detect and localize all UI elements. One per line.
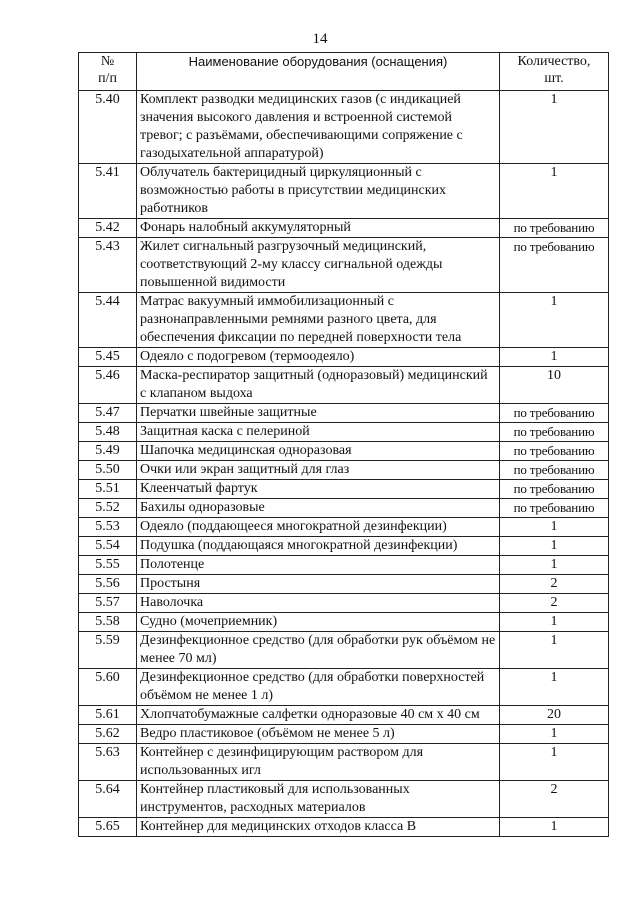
row-quantity: 2 xyxy=(500,575,609,594)
row-number: 5.42 xyxy=(79,219,137,238)
row-number: 5.49 xyxy=(79,442,137,461)
row-quantity: 1 xyxy=(500,348,609,367)
row-name: Защитная каска с пелериной xyxy=(137,423,500,442)
table-row xyxy=(79,367,609,404)
row-name: Судно (мочеприемник) xyxy=(137,613,500,632)
row-number: 5.45 xyxy=(79,348,137,367)
row-quantity: по требованию xyxy=(500,219,609,238)
table-row xyxy=(79,518,609,537)
row-quantity: 1 xyxy=(500,632,609,669)
table-row xyxy=(79,818,609,837)
row-name: Полотенце xyxy=(137,556,500,575)
table-row xyxy=(79,706,609,725)
header-number-symbol: № xyxy=(100,54,115,69)
row-name: Простыня xyxy=(137,575,500,594)
row-quantity: 1 xyxy=(500,613,609,632)
row-quantity: 1 xyxy=(500,818,609,837)
row-name: Жилет сигнальный разгрузочный медицинский, соответствующий 2-му классу сигнальной одежды повышенной видимости xyxy=(137,238,500,293)
row-name: Фонарь налобный аккумуляторный xyxy=(137,219,500,238)
row-number: 5.57 xyxy=(79,594,137,613)
table-row xyxy=(79,219,609,238)
table-row xyxy=(79,442,609,461)
table-row xyxy=(79,293,609,348)
row-number: 5.50 xyxy=(79,461,137,480)
row-quantity: 1 xyxy=(500,164,609,219)
row-name: Дезинфекционное средство (для обработки рук объёмом не менее 70 мл) xyxy=(137,632,500,669)
table-row xyxy=(79,499,609,518)
row-number: 5.62 xyxy=(79,725,137,744)
row-number: 5.59 xyxy=(79,632,137,669)
equipment-table xyxy=(78,52,609,837)
table-row xyxy=(79,537,609,556)
row-quantity: 2 xyxy=(500,781,609,818)
row-number: 5.48 xyxy=(79,423,137,442)
table-row xyxy=(79,725,609,744)
row-number: 5.47 xyxy=(79,404,137,423)
row-name: Дезинфекционное средство (для обработки поверхностей объёмом не менее 1 л) xyxy=(137,669,500,706)
table-row xyxy=(79,404,609,423)
table-row xyxy=(79,164,609,219)
table-row xyxy=(79,556,609,575)
row-name: Одеяло с подогревом (термоодеяло) xyxy=(137,348,500,367)
row-name: Ведро пластиковое (объёмом не менее 5 л) xyxy=(137,725,500,744)
row-quantity: по требованию xyxy=(500,238,609,293)
row-quantity: 10 xyxy=(500,367,609,404)
row-quantity: по требованию xyxy=(500,461,609,480)
row-name: Контейнер для медицинских отходов класса В xyxy=(137,818,500,837)
row-quantity: по требованию xyxy=(500,442,609,461)
header-number-abbr: п/п xyxy=(98,71,117,86)
row-number: 5.46 xyxy=(79,367,137,404)
row-quantity: по требованию xyxy=(500,480,609,499)
row-number: 5.52 xyxy=(79,499,137,518)
row-quantity: 1 xyxy=(500,537,609,556)
header-quantity xyxy=(500,53,609,91)
row-number: 5.56 xyxy=(79,575,137,594)
row-name: Перчатки швейные защитные xyxy=(137,404,500,423)
row-number: 5.44 xyxy=(79,293,137,348)
row-number: 5.63 xyxy=(79,744,137,781)
table-row xyxy=(79,632,609,669)
row-number: 5.60 xyxy=(79,669,137,706)
row-number: 5.41 xyxy=(79,164,137,219)
header-name: Наименование оборудования (оснащения) xyxy=(137,53,500,91)
table-row xyxy=(79,91,609,164)
table-row xyxy=(79,461,609,480)
row-number: 5.51 xyxy=(79,480,137,499)
row-quantity: 1 xyxy=(500,556,609,575)
row-quantity: 20 xyxy=(500,706,609,725)
table-row xyxy=(79,348,609,367)
row-name: Маска-респиратор защитный (одноразовый) медицинский с клапаном выдоха xyxy=(137,367,500,404)
row-quantity: 1 xyxy=(500,293,609,348)
header-quantity-unit: шт. xyxy=(544,71,564,86)
row-name: Контейнер с дезинфицирующим раствором для использованных игл xyxy=(137,744,500,781)
row-quantity: 1 xyxy=(500,744,609,781)
row-quantity: 1 xyxy=(500,669,609,706)
table-row xyxy=(79,781,609,818)
page-number: 14 xyxy=(312,31,328,47)
row-number: 5.65 xyxy=(79,818,137,837)
row-name: Очки или экран защитный для глаз xyxy=(137,461,500,480)
row-quantity: 1 xyxy=(500,91,609,164)
row-quantity: по требованию xyxy=(500,404,609,423)
table-row xyxy=(79,613,609,632)
table-header-row xyxy=(79,53,609,91)
table-row xyxy=(79,594,609,613)
row-name: Матрас вакуумный иммобилизационный с разнонаправленными ремнями разного цвета, для обеспечения фиксации по передней поверхности тела xyxy=(137,293,500,348)
header-number xyxy=(79,53,137,91)
row-name: Шапочка медицинская одноразовая xyxy=(137,442,500,461)
row-number: 5.64 xyxy=(79,781,137,818)
row-number: 5.43 xyxy=(79,238,137,293)
row-number: 5.61 xyxy=(79,706,137,725)
table-row xyxy=(79,423,609,442)
row-quantity: по требованию xyxy=(500,423,609,442)
row-name: Подушка (поддающаяся многократной дезинфекции) xyxy=(137,537,500,556)
row-quantity: 1 xyxy=(500,518,609,537)
row-name: Бахилы одноразовые xyxy=(137,499,500,518)
row-number: 5.53 xyxy=(79,518,137,537)
table-row xyxy=(79,575,609,594)
row-number: 5.58 xyxy=(79,613,137,632)
table-row xyxy=(79,669,609,706)
row-quantity: по требованию xyxy=(500,499,609,518)
row-name: Комплект разводки медицинских газов (с индикацией значения высокого давления и встроенной системой тревог; с разъёмами, обеспечивающими сопряжение с газодыхательной аппаратурой) xyxy=(137,91,500,164)
row-name: Клеенчатый фартук xyxy=(137,480,500,499)
row-name: Наволочка xyxy=(137,594,500,613)
row-name: Одеяло (поддающееся многократной дезинфекции) xyxy=(137,518,500,537)
table-row xyxy=(79,480,609,499)
row-quantity: 1 xyxy=(500,725,609,744)
row-number: 5.40 xyxy=(79,91,137,164)
row-name: Хлопчатобумажные салфетки одноразовые 40 см х 40 см xyxy=(137,706,500,725)
row-number: 5.55 xyxy=(79,556,137,575)
row-number: 5.54 xyxy=(79,537,137,556)
table-row xyxy=(79,744,609,781)
table-row xyxy=(79,238,609,293)
row-name: Облучатель бактерицидный циркуляционный с возможностью работы в присутствии медицинских работников xyxy=(137,164,500,219)
row-quantity: 2 xyxy=(500,594,609,613)
header-quantity-label: Количество, xyxy=(517,54,591,69)
row-name: Контейнер пластиковый для использованных инструментов, расходных материалов xyxy=(137,781,500,818)
